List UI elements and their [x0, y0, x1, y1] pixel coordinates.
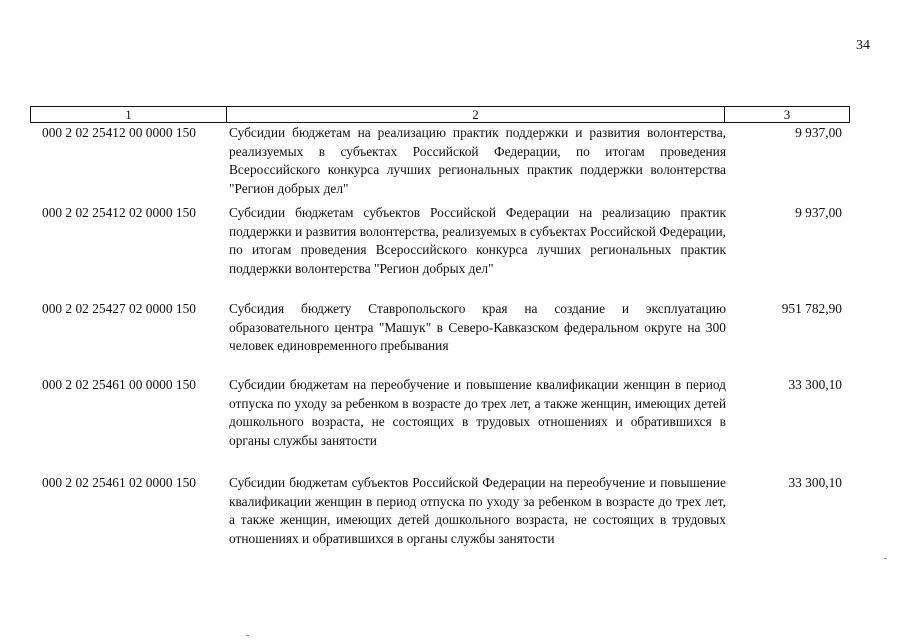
page-number: 34	[856, 38, 870, 53]
row-amount: 33 300,10	[788, 377, 842, 392]
row-amount: 9 937,00	[795, 125, 842, 140]
row-amount: 33 300,10	[788, 475, 842, 490]
row-description: Субсидии бюджетам субъектов Российской Федерации на реализацию практик поддержки и развития волонтерства, реализуемых в субъектах Российской Федерации, по итогам проведения Всероссийского конкурса лучших региональных практик поддержки волонтерства "Регион добрых дел"	[229, 205, 726, 276]
column-header-1: 1	[31, 107, 227, 122]
budget-code: 000 2 02 25412 00 0000 150	[42, 125, 196, 140]
row-amount: 9 937,00	[795, 205, 842, 220]
column-header-3: 3	[783, 107, 791, 122]
row-description: Субсидии бюджетам субъектов Российской Федерации на переобучение и повышение квалификации женщин в период отпуска по уходу за ребенком в возрасте до трех лет, а также женщин, имеющих детей дошкольного возраста, не состоящих в трудовых отношениях и обратившихся в органы службы занятости	[229, 475, 726, 546]
row-description: Субсидии бюджетам на переобучение и повышение квалификации женщин в период отпуска по уходу за ребенком в возрасте до трех лет, а также женщин, имеющих детей дошкольного возраста, не состоящих в трудовых отношениях и обратившихся в органы службы занятости	[229, 377, 726, 448]
scan-speck	[246, 635, 249, 636]
row-amount: 951 782,90	[781, 301, 842, 316]
budget-code: 000 2 02 25412 02 0000 150	[42, 205, 196, 220]
budget-code: 000 2 02 25461 00 0000 150	[42, 377, 196, 392]
column-header-2: 2	[227, 107, 725, 122]
table-header	[30, 106, 850, 123]
budget-code: 000 2 02 25461 02 0000 150	[42, 475, 196, 490]
row-description: Субсидия бюджету Ставропольского края на создание и эксплуатацию образовательного центра "Машук" в Северо-Кавказском федеральном округе на 300 человек единовременного пребывания	[229, 301, 726, 353]
budget-code: 000 2 02 25427 02 0000 150	[42, 301, 196, 316]
row-description: Субсидии бюджетам на реализацию практик поддержки и развития волонтерства, реализуемых в субъектах Российской Федерации, по итогам проведения Всероссийского конкурса лучших региональных практик поддержки волонтерства "Регион добрых дел"	[229, 125, 726, 196]
scan-speck	[884, 558, 887, 559]
